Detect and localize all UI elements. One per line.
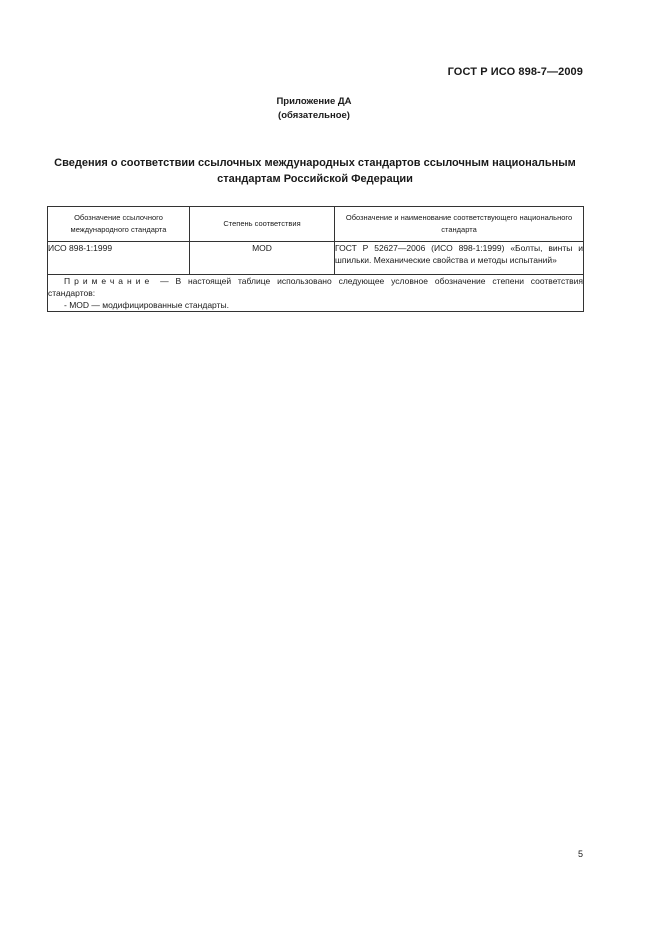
header-national-standard: Обозначение и наименование соответствующего национального стандарта [335,207,584,242]
note-text: — В настоящей таблице использовано следующее условное обозначение степени соответствия стандартов: [48,276,583,298]
cell-national-standard: ГОСТ Р 52627—2006 (ИСО 898-1:1999) «Болты, винты и шпильки. Механические свойства и методы испытаний» [335,242,584,275]
appendix-status: (обязательное) [278,110,350,121]
table-header-row [48,207,584,242]
header-intl-standard: Обозначение ссылочного международного стандарта [48,207,190,242]
section-title-line2: стандартам Российской Федерации [217,173,413,185]
table-row [48,242,584,275]
header-correspondence-degree: Степень соответствия [190,207,335,242]
note-label: Примечание [64,276,154,286]
page-number: 5 [577,849,583,859]
note-paragraph [48,275,583,299]
appendix-title: Приложение ДА [276,96,352,107]
cell-correspondence-degree: MOD [190,242,335,275]
document-code: ГОСТ Р ИСО 898-7—2009 [447,66,583,78]
cell-intl-standard: ИСО 898-1:1999 [48,242,190,275]
note-item: - MOD — модифицированные стандарты. [64,300,229,310]
section-title [40,155,590,187]
appendix-heading [0,95,628,123]
table-note-row [48,275,584,312]
section-title-line1: Сведения о соответствии ссылочных международных стандартов ссылочным национальным [54,157,576,169]
correspondence-table [47,206,584,312]
table-note [48,275,584,312]
